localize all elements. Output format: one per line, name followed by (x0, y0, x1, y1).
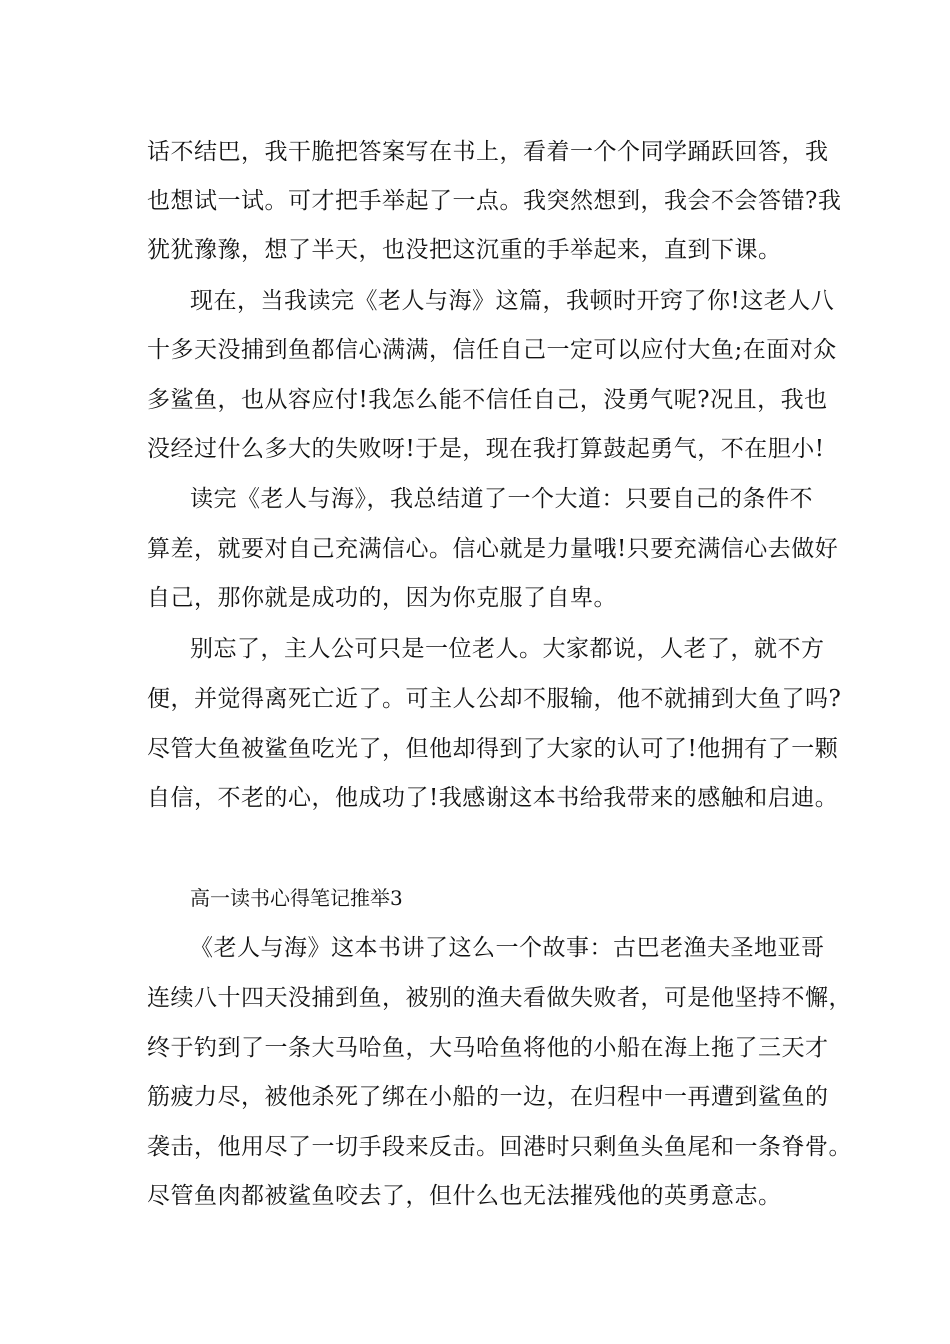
paragraph-line: 《老人与海》这本书讲了这么一个故事：古巴老渔夫圣地亚哥 (190, 935, 825, 961)
paragraph-line: 自信，不老的心，他成功了!我感谢这本书给我带来的感触和启迪。 (147, 785, 839, 811)
paragraph-line: 尽管大鱼被鲨鱼吃光了，但他却得到了大家的认可了!他拥有了一颗 (147, 736, 839, 762)
paragraph-line: 现在，当我读完《老人与海》这篇，我顿时开窍了你!这老人八 (190, 288, 835, 314)
paragraph-line: 筋疲力尽，被他杀死了绑在小船的一边，在归程中一再遭到鲨鱼的 (147, 1084, 829, 1110)
paragraph-line: 多鲨鱼，也从容应付!我怎么能不信任自己，没勇气呢?况且，我也 (147, 387, 828, 413)
paragraph-line: 十多天没捕到鱼都信心满满，信任自己一定可以应付大鱼;在面对众 (147, 337, 837, 363)
paragraph-line: 终于钓到了一条大马哈鱼，大马哈鱼将他的小船在海上拖了三天才 (147, 1035, 829, 1061)
paragraph-line: 读完《老人与海》，我总结道了一个大道：只要自己的条件不 (190, 486, 813, 512)
paragraph-line: 也想试一试。可才把手举起了一点。我突然想到，我会不会答错?我 (147, 188, 842, 214)
paragraph-line: 连续八十四天没捕到鱼，被别的渔夫看做失败者，可是他坚持不懈， (147, 985, 852, 1011)
paragraph-line: 别忘了，主人公可只是一位老人。大家都说，人老了，就不方 (190, 636, 825, 662)
paragraph-line: 自己，那你就是成功的，因为你克服了自卑。 (147, 585, 617, 611)
paragraph-line: 犹犹豫豫，想了半天，也没把这沉重的手举起来，直到下课。 (147, 237, 782, 263)
paragraph-line: 话不结巴，我干脆把答案写在书上，看着一个个同学踊跃回答，我 (147, 139, 829, 165)
paragraph-line: 袭击，他用尽了一切手段来反击。回港时只剩鱼头鱼尾和一条脊骨。 (147, 1134, 852, 1160)
section-heading: 高一读书心得笔记推举3 (190, 886, 403, 910)
paragraph-line: 没经过什么多大的失败呀!于是，现在我打算鼓起勇气，不在胆小! (147, 436, 825, 462)
paragraph-line: 算差，就要对自己充满信心。信心就是力量哦!只要充满信心去做好 (147, 536, 839, 562)
paragraph-line: 便，并觉得离死亡近了。可主人公却不服输，他不就捕到大鱼了吗? (147, 686, 842, 712)
paragraph-line: 尽管鱼肉都被鲨鱼咬去了，但什么也无法摧残他的英勇意志。 (147, 1183, 782, 1209)
